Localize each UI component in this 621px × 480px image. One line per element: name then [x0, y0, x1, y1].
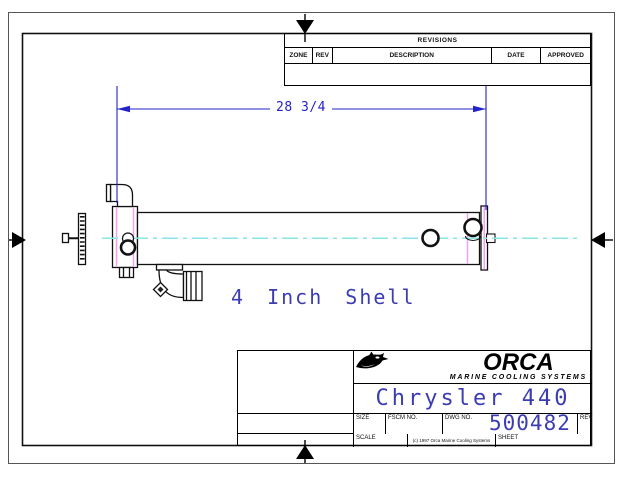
logo-cell: [354, 351, 592, 384]
orca-brand-text: ORCA: [483, 349, 554, 377]
drawing-title-cell: [354, 384, 592, 414]
fscm-label: FSCM NO.: [388, 415, 418, 421]
drawing-title: Chrysler 440: [375, 386, 571, 411]
logo-tagline: MARINE COOLING SYSTEMS: [449, 373, 587, 381]
dim-arrow-left-icon: [117, 106, 130, 112]
drawing-number: 500482: [489, 411, 571, 435]
title-block-scale-row: [354, 434, 592, 447]
end-plate-bolt: [63, 234, 79, 243]
centering-arrow-left-icon: [9, 232, 26, 248]
scale-label: SCALE: [356, 435, 376, 441]
title-block-blank-cell: [238, 351, 354, 414]
copyright-text: (c) 1997 Orca Marine Cooling Systems: [412, 438, 491, 443]
rev-cell: [578, 414, 592, 434]
dimension-value: 28 3/4: [272, 100, 330, 115]
hose-barb: [184, 272, 203, 301]
size-label: SIZE: [356, 415, 370, 421]
copyright-cell: [408, 434, 496, 447]
orca-logo: [449, 349, 587, 381]
title-block-blank-cell: [238, 414, 354, 434]
title-block-blank-cell: [238, 434, 354, 447]
rev-label: REV: [580, 415, 593, 421]
revisions-col-approved: APPROVED: [547, 52, 584, 59]
orca-whale-icon: [355, 351, 389, 371]
centering-arrow-right-icon: [591, 232, 613, 248]
sheet-cell: [496, 434, 592, 447]
size-cell: [354, 414, 386, 434]
revisions-col-description: DESCRIPTION: [333, 48, 492, 63]
top-elbow-fitting: [107, 185, 133, 207]
scale-cell: [354, 434, 408, 447]
dwg-no-cell: [443, 411, 578, 435]
dim-arrow-right-icon: [473, 106, 486, 112]
revisions-header-row: [285, 48, 590, 64]
revisions-col-rev: REV: [313, 48, 333, 63]
dwg-label: DWG NO.: [445, 415, 472, 421]
shell-annotation: 4 Inch Shell: [231, 285, 416, 309]
title-block: [237, 350, 591, 446]
bottom-elbow-fitting: [154, 265, 203, 301]
shell-port: [423, 230, 439, 246]
revisions-col-date: DATE: [492, 48, 542, 63]
sheet-label: SHEET: [498, 435, 519, 441]
revisions-col-zone: ZONE: [285, 48, 313, 63]
revisions-table: [284, 33, 591, 86]
fscm-cell: [386, 414, 443, 434]
revisions-title: REVISIONS: [285, 34, 590, 48]
title-block-number-row: [354, 411, 593, 435]
right-end-port: [465, 219, 482, 236]
bottom-nipple: [120, 268, 134, 278]
cap-fitting-port: [121, 241, 135, 255]
